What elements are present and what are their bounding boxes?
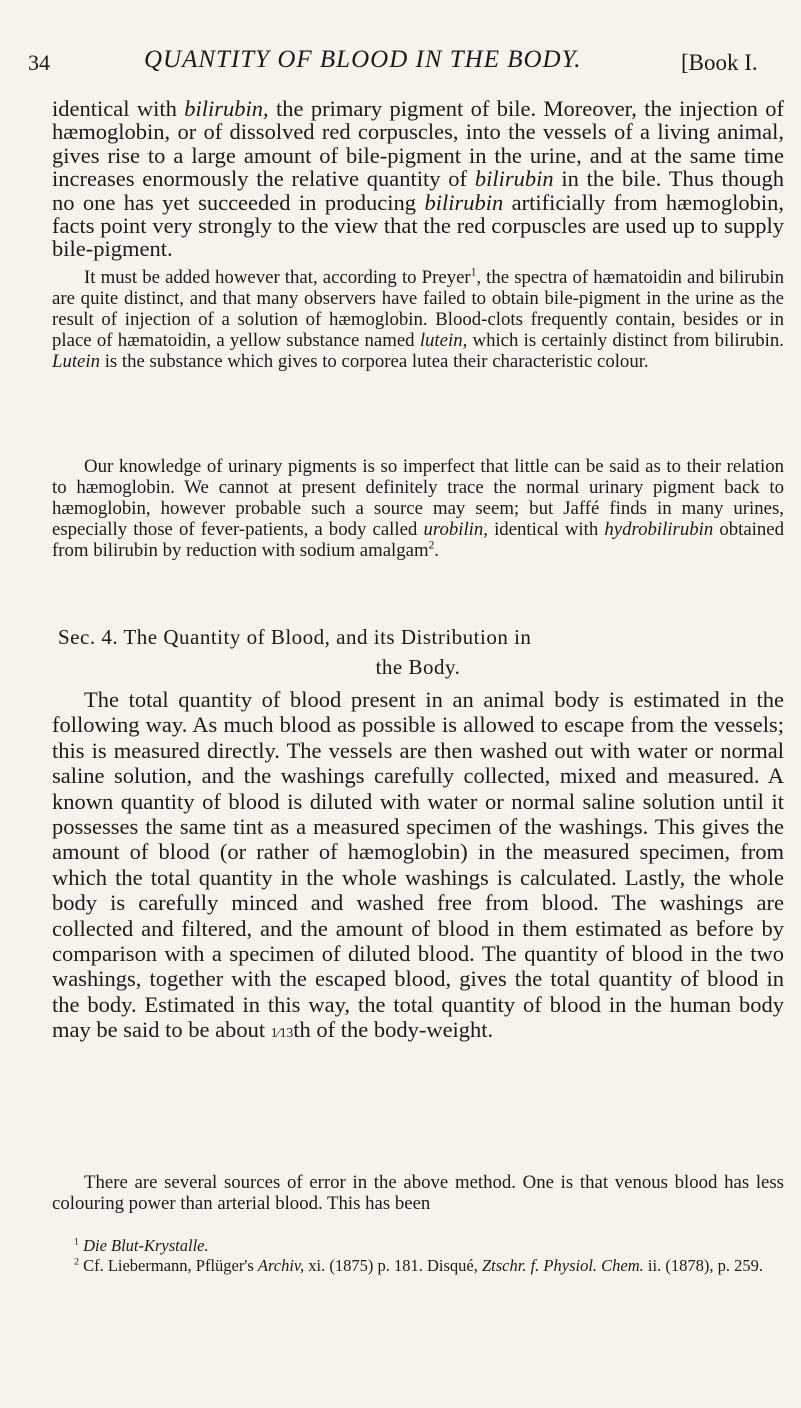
footnotes (52, 1236, 784, 1276)
text: It must be added however that, according to Preyer (84, 267, 471, 288)
text: the primary pigment of bile. Moreover, the injection of hæmoglobin, or of dissolved red corpuscles, into the vessels of a living animal, gives rise to a large amount of bile-pigment in the urine, and at the same time increases enormously the relative quantity of (52, 96, 784, 192)
text: obtained from bilirubin by reduction with sodium amalgam (52, 519, 784, 561)
text: , the spectra of hæmatoidin and bilirubin are quite distinct, and that many observers have failed to obtain bile-pigment in the urine as the result of injection of a solution of hæmoglobin. Blood-clots frequently contain, besides or in place of hæmatoidin, a yellow substance named (52, 267, 784, 351)
paragraph-urinary-pigments (52, 456, 784, 561)
footnote-text: ii. (1878), p. 259. (643, 1256, 763, 1275)
footnote-text: Die Blut-Krystalle. (83, 1236, 209, 1255)
paragraph-spectra (52, 267, 784, 372)
paragraph-total-quantity (52, 687, 784, 1046)
term: bilirubin, (184, 96, 269, 121)
footnote-text: Ztschr. f. Physiol. Chem. (481, 1256, 644, 1275)
book-label: [Book I. (681, 50, 758, 75)
footnote-ref: 2 (428, 539, 435, 552)
paragraph-bilirubin (52, 97, 784, 261)
text: artificially from hæmoglobin, facts point very strongly to the view that the red corpuscles are used up to supply bile-pigment. (52, 189, 784, 262)
footnote-ref: 1 (470, 266, 477, 279)
text: which is certainly distinct from bilirubin. (467, 330, 784, 351)
term: bilirubin (424, 189, 504, 215)
text: Our knowledge of urinary pigments is so imperfect that little can be said as to their relation to hæmoglobin. We cannot at present definitely trace the normal urinary pigment back to hæmoglobin, however probable such a source may seem; but Jaffé finds in many urines, especially those of fever-patients, a body called (52, 456, 784, 540)
text: is the substance which gives to corporea lutea their characteristic colour. (100, 351, 649, 372)
section-heading-line: the Body. (375, 655, 461, 679)
running-title: QUANTITY OF BLOOD IN THE BODY. (144, 46, 582, 73)
text: in the bile. Thus though no one has yet succeeded in producing (52, 166, 784, 215)
term: lutein, (419, 330, 468, 351)
text: There are several sources of error in the above method. One is that venous blood has less colouring power than arterial blood. This has been (52, 1172, 784, 1214)
text: th of the body-weight. (293, 1017, 494, 1043)
text: identical with (487, 519, 605, 540)
section-heading (52, 622, 784, 682)
text: The total quantity of blood present in an animal body is estimated in the following way. As much blood as possible is allowed to escape from the vessels; this is measured directly. The vessels are then washed out with water or normal saline solution, and the washings carefully collected, mixed and measured. A known quantity of blood is diluted with water or normal saline solution until it possesses the same tint as a measured specimen of the washings. This gives the amount of blood (or rather of hæmoglobin) in the measured specimen, from which the total quantity in the whole washings is calculated. Lastly, the whole body is carefully minced and washed free from blood. The washings are collected and filtered, and the amount of blood in them estimated as before by comparison with a specimen of diluted blood. The quantity of blood in the two washings, together with the escaped blood, gives the total quantity of blood in the body. Estimated in this way, the total quantity of blood in the human body may be said to be about (52, 687, 784, 1043)
term: hydrobilirubin (604, 519, 714, 540)
page-number: 34 (28, 50, 50, 75)
section-heading-line: Sec. 4. The Quantity of Blood, and its Distribution in (58, 625, 532, 649)
footnote-1 (52, 1236, 784, 1256)
text: identical with (52, 96, 185, 121)
term: bilirubin (474, 166, 554, 192)
footnote-mark: 2 (74, 1256, 79, 1268)
term: urobilin, (423, 519, 488, 540)
footnote-text: Cf. Liebermann, Pflüger's (83, 1256, 258, 1275)
footnote-text: xi. (1875) p. 181. Disqué, (304, 1256, 482, 1275)
footnote-text: Archiv, (257, 1256, 305, 1275)
footnote-mark: 1 (74, 1236, 79, 1248)
footnote-2 (52, 1256, 784, 1276)
text: . (434, 540, 439, 561)
term: Lutein (52, 351, 100, 372)
fraction: 1⁄13 (270, 1025, 294, 1041)
paragraph-sources-of-error (52, 1172, 784, 1214)
running-head (28, 46, 788, 80)
